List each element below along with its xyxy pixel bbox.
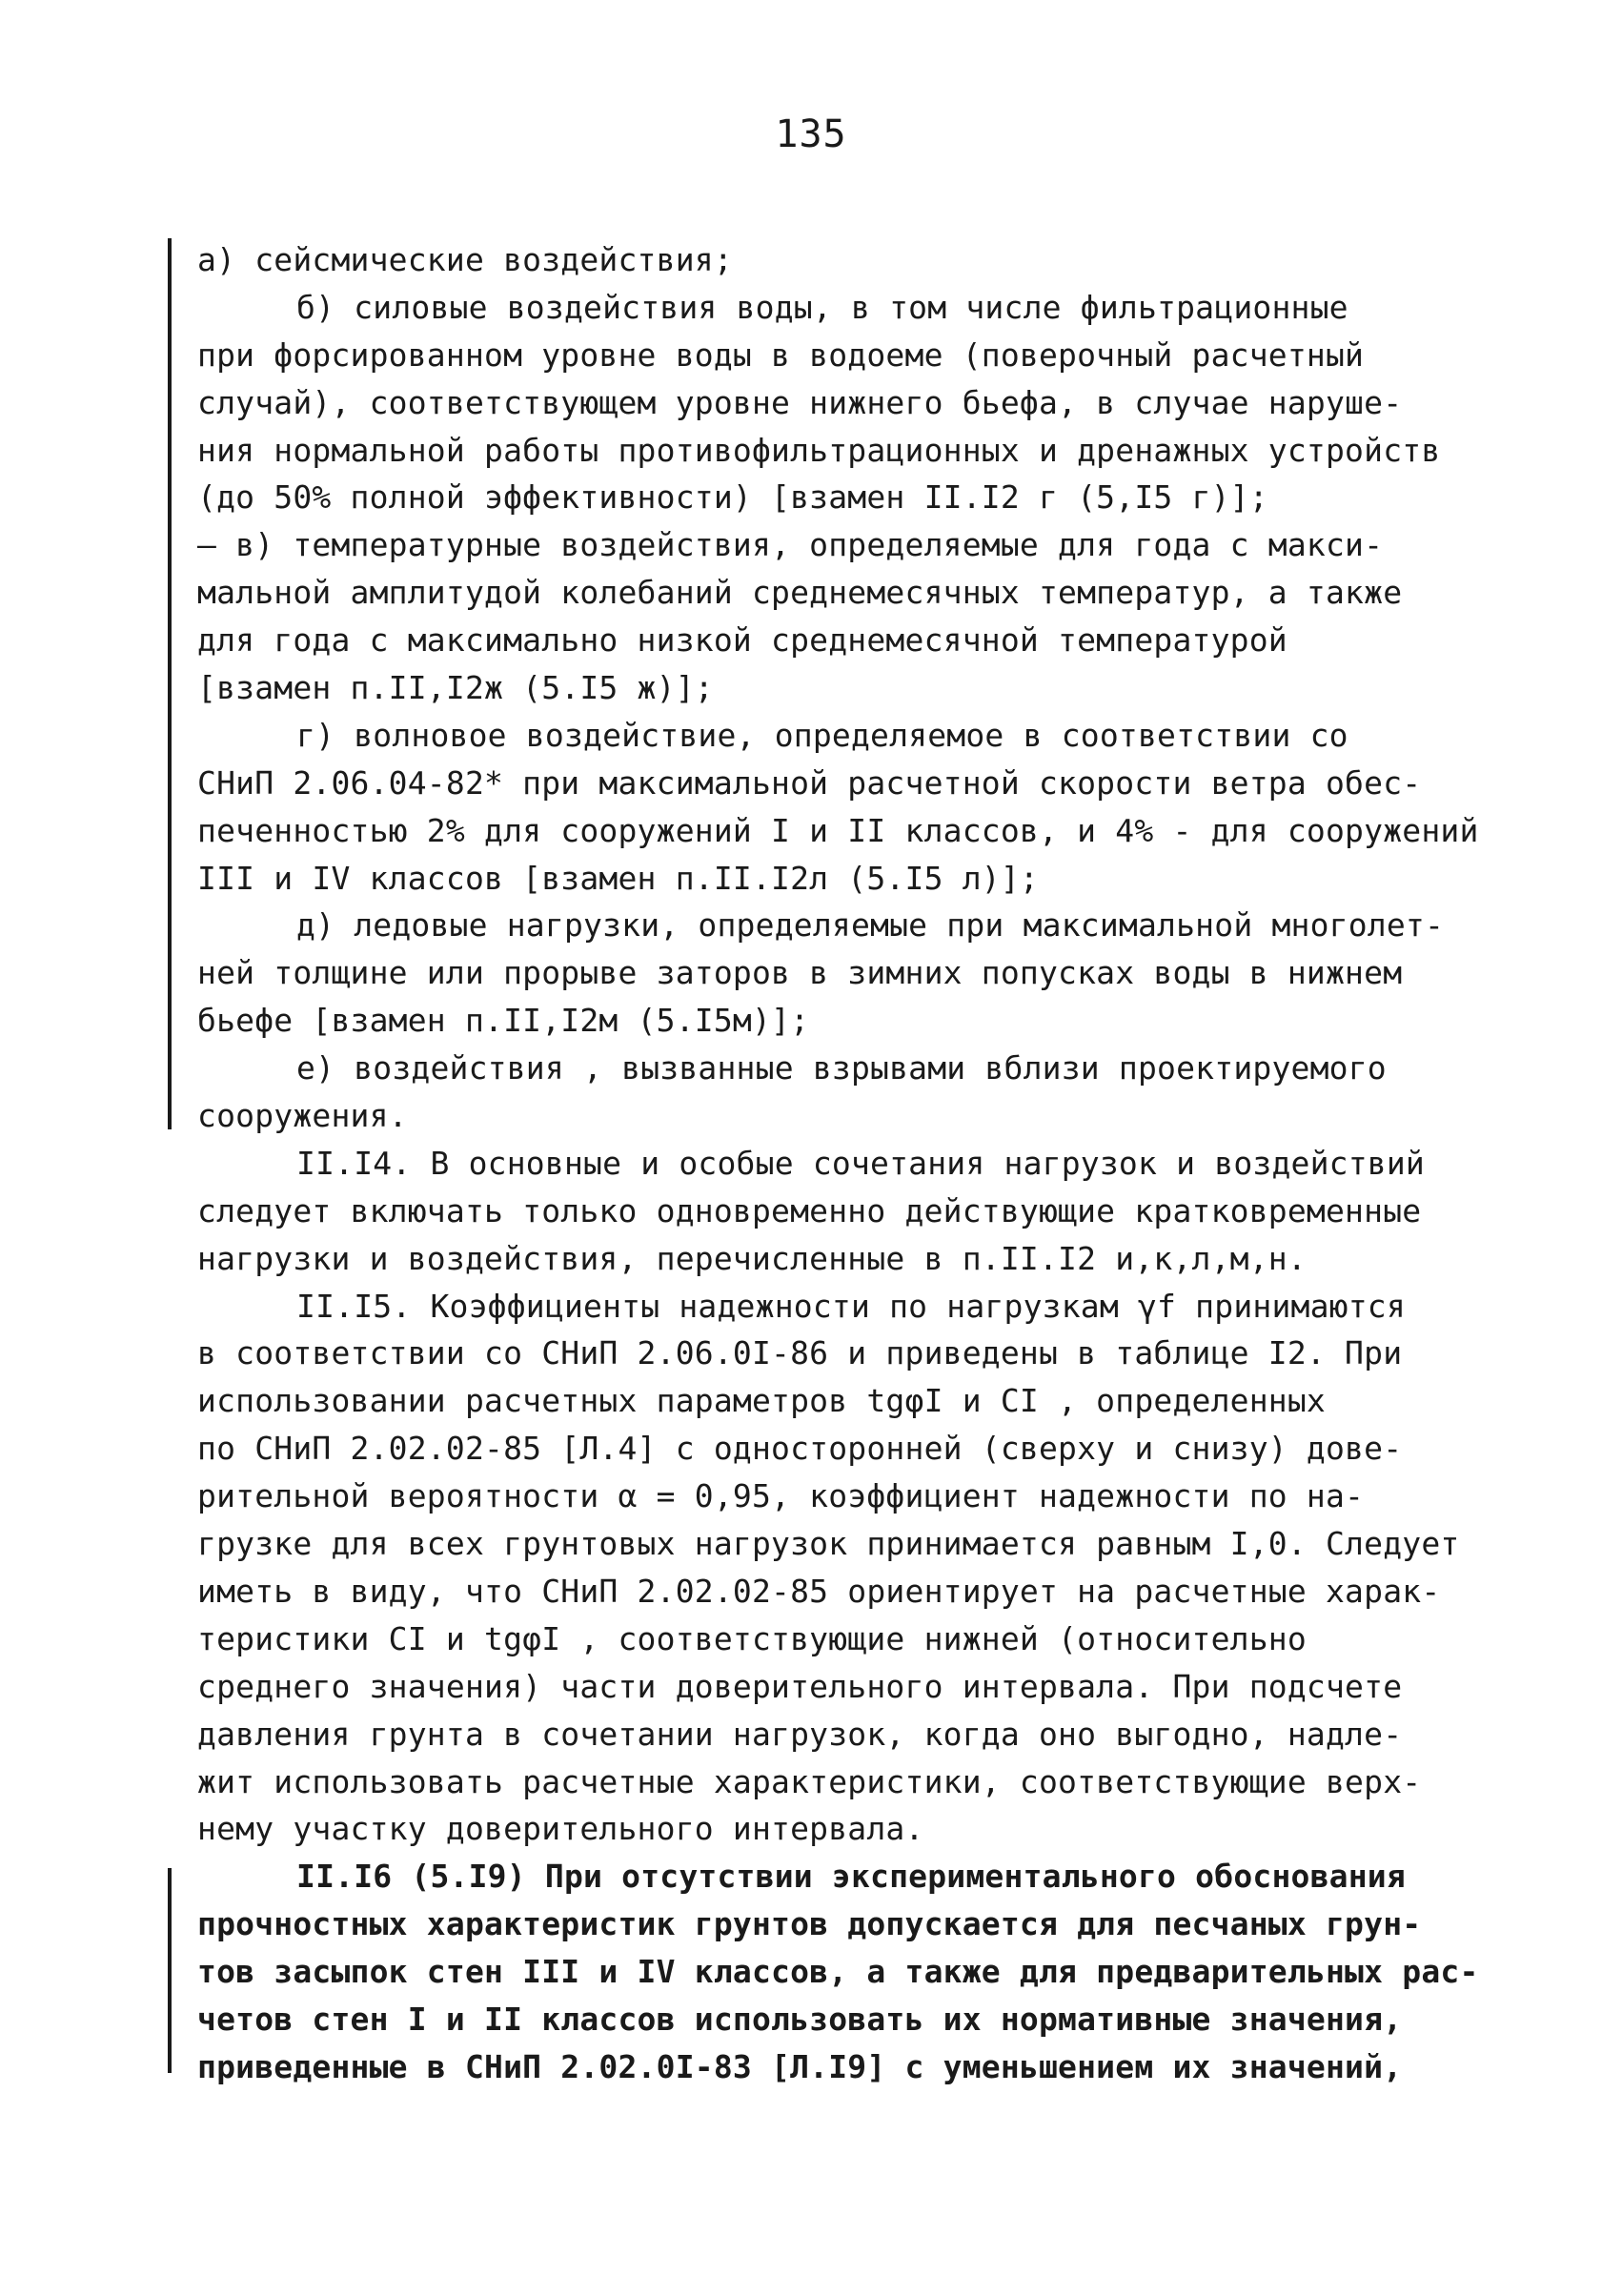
text-line: использовании расчетных параметров tgφI и CI , определенных bbox=[197, 1382, 1326, 1420]
text-line: четов стен I и II классов использовать их нормативные значения, bbox=[197, 2000, 1403, 2038]
text-line: давления грунта в сочетании нагрузок, когда оно выгодно, надле- bbox=[197, 1715, 1403, 1753]
text-line: (до 50% полной эффективности) [взамен II.I2 г (5,I5 г)]; bbox=[197, 478, 1268, 517]
text-line: СНиП 2.06.04-82* при максимальной расчетной скорости ветра обес- bbox=[197, 763, 1422, 802]
text-line: мальной амплитудой колебаний среднемесячных температур, а также bbox=[197, 574, 1403, 612]
text-line: [взамен п.II,I2ж (5.I5 ж)]; bbox=[197, 669, 714, 707]
text-line: д) ледовые нагрузки, определяемые при максимальной многолет- bbox=[296, 906, 1445, 945]
last-paragraph bbox=[197, 1853, 1503, 2090]
text-line: теристики CI и tgφI , соответствующие нижней (относительно bbox=[197, 1619, 1307, 1657]
text-line: сооружения. bbox=[197, 1097, 408, 1135]
document-body bbox=[197, 236, 1503, 2091]
text-line: грузке для всех грунтовых нагрузок принимается равным I,0. Следует bbox=[197, 1525, 1460, 1563]
text-line: среднего значения) части доверительного интервала. При подсчете bbox=[197, 1667, 1403, 1705]
text-line: приведенные в СНиП 2.02.0I-83 [Л.I9] с уменьшением их значений, bbox=[197, 2047, 1403, 2085]
text-line: печенностью 2% для сооружений I и II классов, и 4% - для сооружений bbox=[197, 811, 1479, 849]
text-line: по СНиП 2.02.02-85 [Л.4] с односторонней (сверху и снизу) дове- bbox=[197, 1430, 1403, 1468]
text-line: б) силовые воздействия воды, в том числе фильтрационные bbox=[296, 288, 1348, 326]
text-line: – в) температурные воздействия, определяемые для года с макси- bbox=[197, 526, 1384, 564]
text-line: для года с максимально низкой среднемесячной температурой bbox=[197, 621, 1287, 660]
text-line: прочностных характеристик грунтов допускается для песчаных грун- bbox=[197, 1905, 1422, 1943]
text-line: нагрузки и воздействия, перечисленные в п.II.I2 и,к,л,м,н. bbox=[197, 1239, 1307, 1277]
text-line: нему участку доверительного интервала. bbox=[197, 1810, 924, 1848]
text-line: II.I6 (5.I9) При отсутствии экспериментального обоснования bbox=[296, 1858, 1406, 1896]
text-line: иметь в виду, что СНиП 2.02.02-85 ориентирует на расчетные харак- bbox=[197, 1572, 1441, 1610]
text-line: случай), соответствующем уровне нижнего бьефа, в случае наруше- bbox=[197, 383, 1403, 421]
text-line: ния нормальной работы противофильтрационных и дренажных устройств bbox=[197, 431, 1441, 469]
text-line: II.I5. Коэффициенты надежности по нагрузкам γf принимаются bbox=[296, 1287, 1406, 1325]
text-line: бьефе [взамен п.II,I2м (5.I5м)]; bbox=[197, 1002, 810, 1040]
text-line: следует включать только одновременно действующие кратковременные bbox=[197, 1191, 1422, 1229]
margin-bar-lower bbox=[168, 1868, 172, 2073]
text-line: III и IV классов [взамен п.II.I2л (5.I5 л)]; bbox=[197, 859, 1039, 897]
text-line: а) сейсмические воздействия; bbox=[197, 241, 733, 278]
text-line: при форсированном уровне воды в водоеме (поверочный расчетный bbox=[197, 335, 1365, 374]
text-line: рительной вероятности α = 0,95, коэффициент надежности по на- bbox=[197, 1477, 1365, 1515]
text-line: ней толщине или прорыве заторов в зимних попусках воды в нижнем bbox=[197, 954, 1403, 992]
text-line: е) воздействия , вызванные взрывами вблизи проектируемого bbox=[296, 1049, 1387, 1087]
margin-bar-upper bbox=[168, 238, 172, 1129]
page-number: 135 bbox=[775, 112, 847, 156]
text-line: в соответствии со СНиП 2.06.0I-86 и приведены в таблице I2. При bbox=[197, 1334, 1403, 1372]
text-line: II.I4. В основные и особые сочетания нагрузок и воздействий bbox=[296, 1144, 1425, 1182]
text-line: г) волновое воздействие, определяемое в соответствии со bbox=[296, 716, 1348, 754]
text-line: тов засыпок стен III и IV классов, а также для предварительных рас- bbox=[197, 1953, 1479, 1991]
text-line: жит использовать расчетные характеристики, соответствующие верх- bbox=[197, 1762, 1422, 1800]
